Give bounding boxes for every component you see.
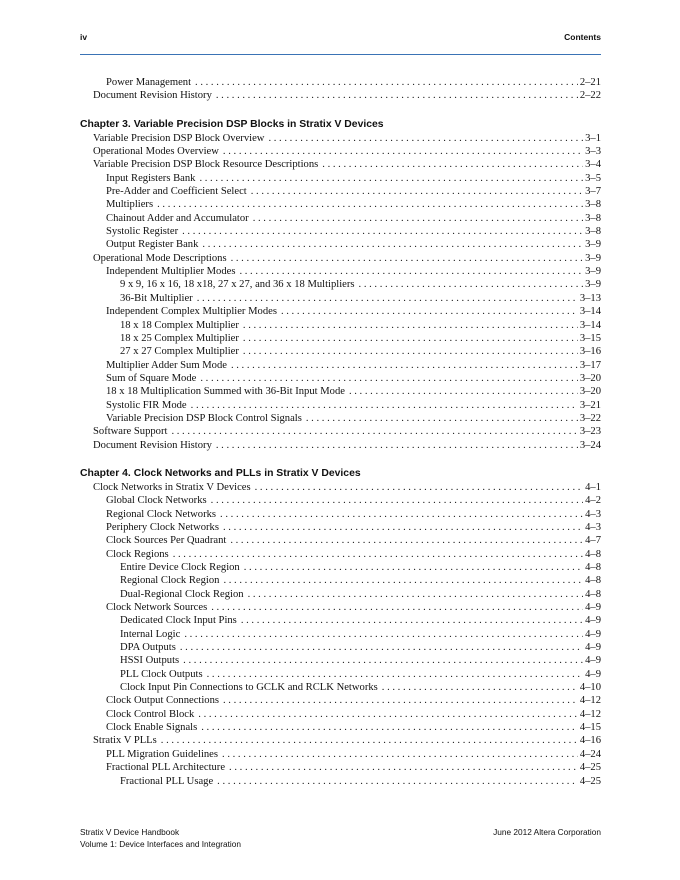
toc-entry-title[interactable]: DPA Outputs — [120, 642, 176, 654]
toc-entry[interactable] — [80, 76, 601, 89]
toc-entry[interactable] — [80, 345, 601, 358]
toc-entry[interactable] — [80, 292, 601, 305]
toc-page-number[interactable]: 3–7 — [585, 186, 601, 198]
toc-entry-title[interactable]: Multipliers — [106, 199, 154, 211]
toc-entry-title[interactable]: Clock Enable Signals — [106, 722, 198, 734]
toc-entry-title[interactable]: PLL Migration Guidelines — [106, 748, 219, 760]
toc-page-number[interactable]: 4–2 — [585, 495, 601, 507]
dot-leader — [211, 601, 583, 614]
toc-page-number[interactable]: 4–8 — [585, 575, 601, 587]
footer-volume-title: Volume 1: Device Interfaces and Integration — [80, 839, 241, 849]
toc-page-number[interactable]: 4–9 — [585, 602, 601, 614]
toc-entry-title[interactable]: Clock Output Connections — [106, 695, 219, 707]
toc-entry[interactable] — [80, 385, 601, 398]
toc-page-number[interactable]: 4–10 — [579, 682, 601, 694]
toc-entry[interactable] — [80, 654, 601, 667]
dot-leader — [382, 681, 578, 694]
dot-leader — [200, 372, 577, 385]
toc-page-number[interactable]: 4–3 — [585, 508, 601, 520]
toc-entry-title[interactable]: Systolic Register — [106, 226, 179, 238]
dot-leader — [171, 425, 577, 438]
toc-entry-title[interactable]: Power Management — [106, 77, 192, 88]
toc-page-number[interactable]: 4–15 — [579, 722, 601, 734]
dot-leader — [268, 132, 583, 145]
toc-entry[interactable] — [80, 425, 601, 438]
toc-entry-title[interactable]: Dual-Regional Clock Region — [120, 588, 244, 600]
toc-entry-title[interactable]: 18 x 18 Multiplication Summed with 36-Bit Input Mode — [106, 386, 345, 398]
toc-entry[interactable] — [80, 775, 601, 788]
toc-page-number[interactable]: 4–25 — [579, 762, 601, 774]
toc-entry[interactable] — [80, 332, 601, 345]
toc-page-number[interactable]: 3–8 — [585, 212, 601, 224]
toc-page-number[interactable]: 4–8 — [585, 588, 601, 600]
toc-page-number[interactable]: 3–3 — [585, 146, 601, 158]
dot-leader — [161, 734, 578, 747]
toc-entry-title[interactable]: Periphery Clock Networks — [106, 521, 219, 533]
toc-page-number[interactable]: 3–9 — [585, 252, 601, 264]
toc-page-number[interactable]: 4–7 — [585, 535, 601, 547]
dot-leader — [243, 332, 578, 345]
dot-leader — [197, 292, 578, 305]
table-of-contents — [80, 76, 601, 788]
toc-entry-title[interactable]: Dedicated Clock Input Pins — [120, 615, 237, 627]
toc-entry-title[interactable]: HSSI Outputs — [120, 655, 180, 667]
toc-page-number[interactable]: 4–25 — [579, 775, 601, 787]
dot-leader — [243, 319, 578, 332]
toc-entry[interactable] — [80, 601, 601, 614]
toc-page-number[interactable]: 3–9 — [585, 239, 601, 251]
toc-page-number[interactable]: 4–9 — [585, 628, 601, 640]
dot-leader — [211, 494, 583, 507]
toc-entry-title[interactable]: Operational Modes Overview — [93, 146, 219, 158]
toc-entry[interactable] — [80, 399, 601, 412]
dot-leader — [255, 481, 583, 494]
toc-entry-title[interactable]: Variable Precision DSP Block Overview — [93, 132, 265, 144]
toc-entry-title[interactable]: Regional Clock Networks — [106, 508, 217, 520]
toc-entry-title[interactable]: PLL Clock Outputs — [120, 668, 203, 680]
toc-page-number[interactable]: 4–9 — [585, 615, 601, 627]
toc-page-number[interactable]: 3–8 — [585, 199, 601, 211]
toc-entry[interactable] — [80, 574, 601, 587]
toc-entry-title[interactable]: Entire Device Clock Region — [120, 562, 240, 573]
toc-page-number[interactable]: 3–1 — [585, 132, 601, 144]
toc-page-number[interactable]: 3–23 — [579, 426, 601, 438]
chapter-spacer — [80, 452, 601, 467]
toc-entry[interactable] — [80, 481, 601, 494]
dot-leader — [349, 385, 578, 398]
toc-entry-title[interactable]: Global Clock Networks — [106, 495, 207, 507]
toc-entry[interactable] — [80, 89, 601, 102]
toc-entry[interactable] — [80, 508, 601, 521]
toc-page-number[interactable]: 4–9 — [585, 668, 601, 680]
toc-entry-title[interactable]: Document Revision History — [93, 439, 212, 451]
dot-leader — [202, 238, 583, 251]
toc-entry[interactable] — [80, 225, 601, 238]
toc-entry-title[interactable]: Independent Complex Multiplier Modes — [106, 306, 277, 318]
toc-page-number[interactable]: 3–21 — [579, 399, 601, 411]
toc-entry-title[interactable]: Operational Mode Descriptions — [93, 252, 227, 264]
toc-entry[interactable] — [80, 238, 601, 251]
toc-entry-title[interactable]: Variable Precision DSP Block Control Signals — [106, 412, 302, 424]
toc-entry[interactable] — [80, 185, 601, 198]
toc-entry-title[interactable]: 18 x 18 Complex Multiplier — [120, 319, 239, 331]
toc-page-number[interactable]: 4–8 — [585, 548, 601, 560]
toc-entry[interactable] — [80, 588, 601, 601]
toc-entry-title[interactable]: Stratix V PLLs — [93, 735, 157, 747]
toc-page-number[interactable]: 3–22 — [579, 412, 601, 424]
chapter-heading[interactable]: Chapter 4. Clock Networks and PLLs in Stratix V Devices — [80, 467, 361, 479]
toc-page-number[interactable]: 3–4 — [585, 159, 601, 171]
toc-page-number[interactable]: 4–1 — [585, 481, 601, 493]
dot-leader — [229, 761, 578, 774]
toc-entry[interactable] — [80, 548, 601, 561]
dot-leader — [182, 225, 583, 238]
toc-entry-title[interactable]: Clock Sources Per Quadrant — [106, 535, 227, 547]
toc-entry-title[interactable]: Independent Multiplier Modes — [106, 266, 236, 278]
toc-entry[interactable] — [80, 561, 601, 574]
dot-leader — [217, 775, 578, 788]
toc-entry-title[interactable]: Fractional PLL Architecture — [106, 762, 226, 774]
dot-leader — [180, 641, 583, 654]
dot-leader — [216, 439, 578, 452]
toc-entry[interactable] — [80, 761, 601, 774]
toc-entry-title[interactable]: 9 x 9, 16 x 16, 18 x18, 27 x 27, and 36 x 18 Multipliers — [120, 279, 355, 291]
dot-leader — [223, 145, 583, 158]
dot-leader — [244, 561, 583, 574]
toc-page-number[interactable]: 4–12 — [579, 695, 601, 707]
dot-leader — [359, 278, 584, 291]
toc-entry-title[interactable]: Variable Precision DSP Block Resource Descriptions — [93, 159, 319, 171]
dot-leader — [281, 305, 578, 318]
toc-entry-title[interactable]: Software Support — [93, 426, 168, 438]
dot-leader — [207, 668, 584, 681]
toc-entry[interactable] — [80, 694, 601, 707]
toc-page-number[interactable]: 3–14 — [579, 306, 601, 318]
toc-entry-title[interactable]: 18 x 25 Complex Multiplier — [120, 332, 239, 344]
toc-page-number[interactable]: 3–20 — [579, 372, 601, 384]
toc-entry[interactable] — [80, 278, 601, 291]
dot-leader — [231, 252, 584, 265]
dot-leader — [191, 399, 578, 412]
toc-page-number[interactable]: 2–22 — [579, 90, 601, 102]
toc-page-number[interactable]: 3–5 — [585, 172, 601, 184]
toc-entry[interactable] — [80, 614, 601, 627]
dot-leader — [248, 588, 584, 601]
dot-leader — [253, 212, 583, 225]
dot-leader — [230, 534, 583, 547]
toc-entry-title[interactable]: Clock Control Block — [106, 708, 195, 720]
toc-entry-title[interactable]: Output Register Bank — [106, 239, 199, 251]
toc-entry-title[interactable]: Document Revision History — [93, 90, 212, 102]
toc-entry[interactable] — [80, 628, 601, 641]
toc-entry[interactable] — [80, 412, 601, 425]
toc-page-number[interactable]: 3–8 — [585, 226, 601, 238]
toc-page-number[interactable]: 4–9 — [585, 642, 601, 654]
dot-leader — [199, 172, 583, 185]
toc-entry[interactable] — [80, 198, 601, 211]
footer-handbook-title: Stratix V Device Handbook — [80, 827, 180, 837]
dot-leader — [223, 694, 578, 707]
dot-leader — [220, 508, 583, 521]
dot-leader — [173, 548, 583, 561]
toc-entry-title[interactable]: 27 x 27 Complex Multiplier — [120, 346, 239, 358]
toc-entry[interactable] — [80, 265, 601, 278]
toc-page-number[interactable]: 4–24 — [579, 748, 601, 760]
toc-page-number[interactable]: 3–9 — [585, 279, 601, 291]
chapter-spacer — [80, 103, 601, 118]
toc-page-number[interactable]: 3–9 — [585, 266, 601, 278]
dot-leader — [216, 89, 578, 102]
toc-entry[interactable] — [80, 721, 601, 734]
toc-entry-title[interactable]: Clock Networks in Stratix V Devices — [93, 481, 251, 493]
toc-page-number[interactable]: 4–3 — [585, 521, 601, 533]
toc-entry-title[interactable]: Clock Network Sources — [106, 602, 208, 614]
toc-entry-title[interactable]: 36-Bit Multiplier — [120, 292, 193, 304]
dot-leader — [241, 614, 583, 627]
toc-entry-title[interactable]: Systolic FIR Mode — [106, 399, 187, 411]
dot-leader — [231, 359, 578, 372]
toc-entry[interactable] — [80, 668, 601, 681]
dot-leader — [251, 185, 583, 198]
toc-entry[interactable] — [80, 439, 601, 452]
toc-entry-title[interactable]: Input Registers Bank — [106, 172, 196, 184]
toc-entry[interactable] — [80, 641, 601, 654]
dot-leader — [322, 158, 583, 171]
toc-page-number[interactable]: 3–20 — [579, 386, 601, 398]
toc-entry[interactable] — [80, 534, 601, 547]
toc-entry[interactable] — [80, 494, 601, 507]
dot-leader — [243, 345, 578, 358]
toc-entry[interactable] — [80, 372, 601, 385]
toc-entry-title[interactable]: Multiplier Adder Sum Mode — [106, 359, 227, 371]
toc-entry[interactable] — [80, 734, 601, 747]
toc-page-number[interactable]: 4–8 — [585, 562, 601, 573]
chapter-heading[interactable]: Chapter 3. Variable Precision DSP Blocks in Stratix V Devices — [80, 118, 384, 130]
toc-page-number[interactable]: 3–16 — [579, 346, 601, 358]
toc-entry[interactable] — [80, 521, 601, 534]
toc-entry[interactable] — [80, 305, 601, 318]
toc-entry[interactable] — [80, 132, 601, 145]
toc-entry-title[interactable]: Internal Logic — [120, 628, 181, 640]
toc-entry-title[interactable]: Clock Input Pin Connections to GCLK and RCLK Networks — [120, 682, 378, 694]
toc-entry[interactable] — [80, 708, 601, 721]
dot-leader — [306, 412, 578, 425]
toc-entry[interactable] — [80, 319, 601, 332]
toc-page-number[interactable]: 2–21 — [579, 77, 601, 88]
dot-leader — [183, 654, 583, 667]
dot-leader — [157, 198, 583, 211]
toc-page-number[interactable]: 3–17 — [579, 359, 601, 371]
toc-page-number[interactable]: 4–16 — [579, 735, 601, 747]
toc-entry[interactable] — [80, 681, 601, 694]
toc-entry-title[interactable]: Pre-Adder and Coefficient Select — [106, 186, 247, 198]
toc-page-number[interactable]: 4–9 — [585, 655, 601, 667]
toc-entry[interactable] — [80, 252, 601, 265]
toc-entry-title[interactable]: Regional Clock Region — [120, 575, 220, 587]
toc-entry[interactable] — [80, 158, 601, 171]
toc-entry[interactable] — [80, 212, 601, 225]
page-header — [80, 30, 601, 55]
dot-leader — [239, 265, 583, 278]
dot-leader — [198, 708, 578, 721]
toc-entry[interactable] — [80, 172, 601, 185]
toc-page-number[interactable]: 3–15 — [579, 332, 601, 344]
dot-leader — [195, 76, 578, 89]
toc-entry-title[interactable]: Clock Regions — [106, 548, 169, 560]
dot-leader — [222, 748, 578, 761]
page-number: iv — [80, 32, 88, 42]
toc-entry[interactable] — [80, 748, 601, 761]
toc-entry[interactable] — [80, 145, 601, 158]
dot-leader — [201, 721, 578, 734]
footer-date-publisher: June 2012 Altera Corporation — [493, 827, 601, 837]
toc-page-number[interactable]: 3–13 — [579, 292, 601, 304]
dot-leader — [223, 574, 583, 587]
dot-leader — [184, 628, 583, 641]
toc-page-number[interactable]: 3–14 — [579, 319, 601, 331]
section-title: Contents — [564, 32, 601, 42]
toc-entry-title[interactable]: Fractional PLL Usage — [120, 775, 214, 787]
dot-leader — [223, 521, 583, 534]
toc-entry-title[interactable]: Chainout Adder and Accumulator — [106, 212, 249, 224]
toc-page-number[interactable]: 4–12 — [579, 708, 601, 720]
toc-page-number[interactable]: 3–24 — [579, 439, 601, 451]
toc-entry[interactable] — [80, 359, 601, 372]
toc-entry-title[interactable]: Sum of Square Mode — [106, 372, 197, 384]
